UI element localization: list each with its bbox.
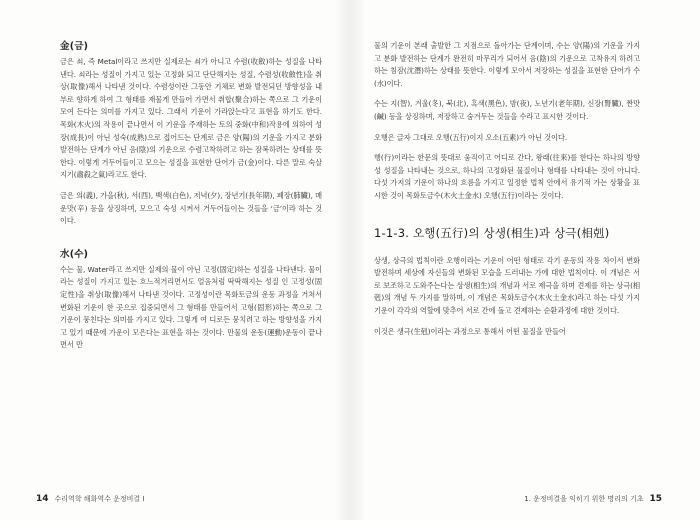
running-title: 1. 운정비결을 익히기 위한 명리의 기초 [524,495,644,503]
paragraph: 이것은 생극(生剋)이라는 과정으로 통해서 어떤 물질을 만들어 [374,326,566,336]
paragraph: 수는 물, Water라고 쓰지만 실제의 물이 아닌 고정(固定)하는 성질을 나타낸다. 물이라는 성질이 가지고 있는 흐느적거리면서도 얼음처럼 딱딱해지는 성질 인 고정성(固定性)을 취상(取像)해서 나타낸 것이다. 고정성이란 목화토금의 운동 과정을 거쳐서 변화된 기운이 한 곳으로 집중되면서 그 형태를 만들어서 고형(固形)하는 쪽으로 그 기운이 뭉친다는 의미를 가지고 있다. 그렇게 여 디로든 뭉치려고 하는 방향성을 가지고 있기 때문에 가운이 모은다는 표현을 하는 것이다. 만물의 운동(運動)운동이 끝나면서 만 [60,264,322,350]
page-footer [36,494,144,504]
page-number: 15 [649,494,662,504]
running-title: 수리역학 해화역수 운정비결 Ⅰ [54,495,145,503]
chapter-heading: 1-1-3. 오행(五行)의 상생(相生)과 상극(相剋) [374,225,610,240]
left-page-content [60,38,322,360]
right-page-content [374,40,640,346]
paragraph: 금은 쇠, 즉 Metal이라고 쓰지만 실제로는 쇠가 아니고 수렴(收斂)하는 성질을 나타낸다. 쇠라는 성질이 가지고 있는 고정화 되고 단단해지는 성질, 수렴성(收斂性)을 취상(取像)해서 나타낸 것이다. 수렴성이란 그동안 기체로 변화 발전되던 방향성을 내부로 향하게 하여 그 형태를 재물게 만들어 가면서 취합(聚合)하는 쪽으로 그 기운이 모여 든다는 의미를 가지고 있다. 그래서 기운이 가라앉는다고 표현을 하기도 한다. 목화(木火)의 작용이 끝나면서 이 기운을 주재하는 토의 중화(中和)작용에 의하여 성장(成長)이 아닌 성숙(成熟)으로 접어드는 단계로 금은 양(陽)의 기운을 가지고 분화 발전하는 단계가 아닌 음(陰)의 기운으로 수렴고착하려고 하는 잠복하려는 상태를 뜻한다. 이렇게 거두어들이고 모으는 성질을 표현한 단어가 금(金)이다. 다른 말로 숙살지기(肅殺之氣)라고도 한다. [60,57,322,180]
paragraph: 금은 의(義), 가을(秋), 서(西), 백색(白色), 저녁(夕), 장년기(長年期), 폐장(肺臟), 매운맛(辛) 등을 상징하며, 모으고 숙성 시켜서 거두어들이는 것들을 ‘금’이라 하는 것이다. [60,190,322,226]
paragraph: 수는 지(智), 겨울(冬), 북(北), 흑색(黑色), 밤(夜), 노년기(老年期), 신장(腎臟), 짠맛(鹹) 등을 상징하며, 저장하고 숨겨두는 것들을 수라고 표시한 것이다. [374,99,640,121]
paragraph: 물의 기운이 본래 출발한 그 지점으로 돌아가는 단계이며, 수는 양(陽)의 기운을 가지고 분화 발전하는 단계가 완전히 마무리가 되어서 음(陰)의 기운으로 고착유지 하려고 하는 침잠(沈潛)하는 상태를 뜻한다. 이렇게 모아서 저장하는 성질을 표현한 단어가 수(水)이다. [374,41,640,88]
right-page [350,0,700,520]
page-number: 14 [36,494,49,504]
paragraph: 행(行)이라는 한문의 뜻대로 움직이고 어디로 간다, 왕래(往來)를 한다는 하나의 방향성 성질을 나타내는 것으로, 하나의 고정화된 물질이나 형태를 나타내는 것이 아니다. 다섯 가지의 기운이 하나의 흐름을 가지고 일정한 법칙 안에서 유기적 가는 상황을 표시한 것이 목화토금수(木火土金水) 오행(五行)이라는 것이다. [374,153,640,200]
page-footer [524,494,662,504]
section-heading-water: 水(수) [60,248,89,260]
paragraph: 상생, 상극의 법칙이란 오행이라는 기운이 어떤 형태로 각기 운동의 작용 차이서 변화 발전하며 세상에 자신들의 변화된 모습을 드러내는 가에 대한 법칙이다. 이 개념은 서로 보조하고 도와주는다는 상생(相生)의 개념과 서로 제극을 하며 견제를 하는 상극(相剋)의 개념 두 가지를 말하며, 이 개념은 목화토금수(木火土金水)라고 하는 다섯 가지 기운이 각각의 역할에 맞추어 서로 간에 돌고 견제하는 순환과정에 대한 것이다. [374,255,640,315]
gutter-shadow [350,0,366,520]
section-heading-metal: 金(금) [60,41,89,52]
gutter-shadow [334,0,350,520]
paragraph: 오행은 글자 그대로 오행(五行)이지 오소(五素)가 아닌 것이다. [374,132,568,142]
